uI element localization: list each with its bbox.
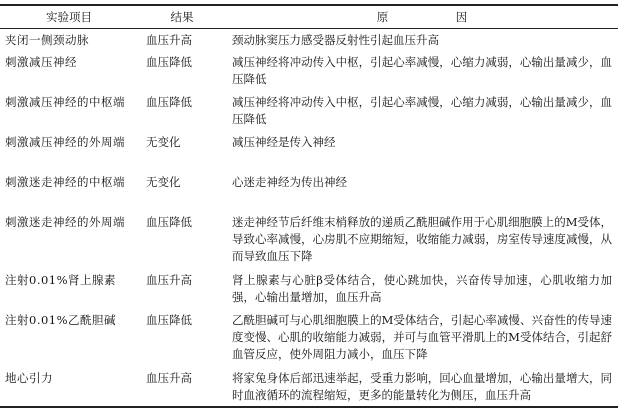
cell-item: 刺激减压神经的外周端 <box>5 135 125 149</box>
cell-item: 刺激迷走神经的中枢端 <box>5 175 125 189</box>
cell-item: 注射0.01%乙酰胆碱 <box>5 313 117 327</box>
cell-item: 刺激减压神经的中枢端 <box>5 95 125 109</box>
cell-reason: 减压神经将冲动传入中枢，引起心率减慢，心缩力减弱，心输出量减少，血压降低 <box>232 55 612 86</box>
table-row <box>0 211 618 269</box>
cell-reason: 将家兔身体后部迅速举起，受重力影响，回心血量增加，心输出量增大，同时血液循环的流程缩短，更多的能量转化为侧压，血压升高 <box>232 371 612 402</box>
cell-item: 夹闭一侧颈动脉 <box>5 33 89 47</box>
cell-result: 血压升高 <box>146 273 192 287</box>
cell-reason: 减压神经将冲动传入中枢，引起心率减慢，心缩力减弱，心输出量减少，血压降低 <box>232 95 612 126</box>
table-row <box>0 269 618 309</box>
table-row <box>0 309 618 367</box>
cell-item: 注射0.01%肾上腺素 <box>5 273 117 287</box>
table-row <box>0 131 618 171</box>
cell-result: 无变化 <box>146 135 181 149</box>
table-row <box>0 367 618 407</box>
cell-reason: 减压神经是传入神经 <box>232 135 336 149</box>
header-reason: 原 因 <box>376 10 496 24</box>
cell-item: 刺激减压神经 <box>5 55 77 69</box>
cell-reason: 迷走神经节后纤维末梢释放的递质乙酰胆碱作用于心肌细胞膜上的M受体，导致心率减慢，心房肌不应期缩短，收缩能力减弱，房室传导速度减慢，从而导致血压下降 <box>232 215 612 263</box>
cell-result: 血压降低 <box>146 313 192 327</box>
cell-result: 血压降低 <box>146 95 192 109</box>
cell-result: 血压降低 <box>146 215 192 229</box>
cell-reason: 肾上腺素与心脏β受体结合，使心跳加快，兴奋传导加速，心肌收缩力加强，心输出量增加，血压升高 <box>232 273 612 304</box>
table-row <box>0 91 618 131</box>
experiment-results-table <box>0 4 618 408</box>
table-row <box>0 51 618 91</box>
table-row <box>0 29 618 52</box>
cell-reason: 心迷走神经为传出神经 <box>232 175 347 189</box>
cell-reason: 颈动脉窦压力感受器反射性引起血压升高 <box>232 33 439 47</box>
cell-result: 血压升高 <box>146 371 192 385</box>
cell-item: 刺激迷走神经的外周端 <box>5 215 125 229</box>
cell-item: 地心引力 <box>5 371 53 385</box>
table-row <box>0 171 618 211</box>
cell-result: 血压降低 <box>146 55 192 69</box>
header-experiment-item: 实验项目 <box>46 10 92 24</box>
cell-reason: 乙酰胆碱可与心肌细胞膜上的M受体结合，引起心率减慢、兴奋性的传导速度变慢、心肌的收缩能力减弱，并可与血管平滑肌上的M受体结合，引起舒血管反应，使外周阻力减小，血压下降 <box>232 313 612 361</box>
header-result: 结果 <box>170 10 194 24</box>
cell-result: 血压升高 <box>146 33 192 47</box>
table-header-row <box>0 5 618 29</box>
cell-result: 无变化 <box>146 175 181 189</box>
